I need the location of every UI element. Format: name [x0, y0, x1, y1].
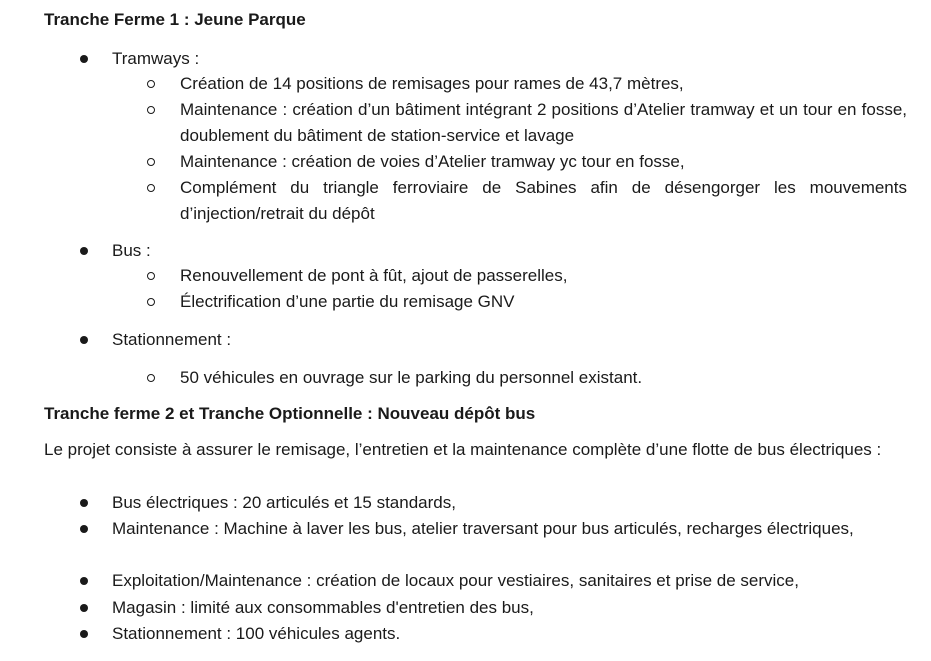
bullet-icon — [80, 499, 88, 507]
circle-bullet-icon — [147, 298, 155, 306]
group-label-stationnement: Stationnement : — [112, 330, 232, 349]
list-item: Maintenance : création de voies d’Atelier tramway yc tour en fosse, — [180, 152, 685, 171]
section1-title: Tranche Ferme 1 : Jeune Parque — [44, 10, 306, 29]
circle-bullet-icon — [147, 184, 155, 192]
circle-bullet-icon — [147, 158, 155, 166]
bullet-icon — [80, 247, 88, 255]
list-item: Création de 14 positions de remisages pour rames de 43,7 mètres, — [180, 74, 684, 93]
list-item: Renouvellement de pont à fût, ajout de passerelles, — [180, 266, 568, 285]
list-item: Bus électriques : 20 articulés et 15 standards, — [112, 493, 456, 512]
bullet-icon — [80, 336, 88, 344]
bullet-icon — [80, 604, 88, 612]
circle-bullet-icon — [147, 80, 155, 88]
list-item: Maintenance : Machine à laver les bus, atelier traversant pour bus articulés, recharges électriques, — [112, 519, 854, 538]
bullet-icon — [80, 577, 88, 585]
list-item: 50 véhicules en ouvrage sur le parking du personnel existant. — [180, 368, 643, 387]
group-label-tramways: Tramways : — [112, 49, 200, 68]
document-page — [44, 0, 907, 661]
list-item: Maintenance : création d’un bâtiment intégrant 2 positions d’Atelier tramway et un tour en fosse, doublement du bâtiment de station-service et lavage — [180, 100, 907, 145]
circle-bullet-icon — [147, 106, 155, 114]
section2-title: Tranche ferme 2 et Tranche Optionnelle : Nouveau dépôt bus — [44, 404, 536, 423]
bullet-icon — [80, 630, 88, 638]
list-item: Stationnement : 100 véhicules agents. — [112, 624, 401, 643]
list-item: Complément du triangle ferroviaire de Sabines afin de désengorger les mouvements d’injection/retrait du dépôt — [180, 178, 907, 223]
bullet-icon — [80, 55, 88, 63]
section2-intro: Le projet consiste à assurer le remisage, l’entretien et la maintenance complète d’une flotte de bus électriques : — [44, 440, 882, 459]
group-label-bus: Bus : — [112, 241, 151, 260]
list-item: Magasin : limité aux consommables d'entretien des bus, — [112, 598, 534, 617]
list-item: Exploitation/Maintenance : création de locaux pour vestiaires, sanitaires et prise de service, — [112, 571, 799, 590]
bullet-icon — [80, 525, 88, 533]
circle-bullet-icon — [147, 272, 155, 280]
list-item: Électrification d’une partie du remisage GNV — [180, 292, 515, 311]
circle-bullet-icon — [147, 374, 155, 382]
